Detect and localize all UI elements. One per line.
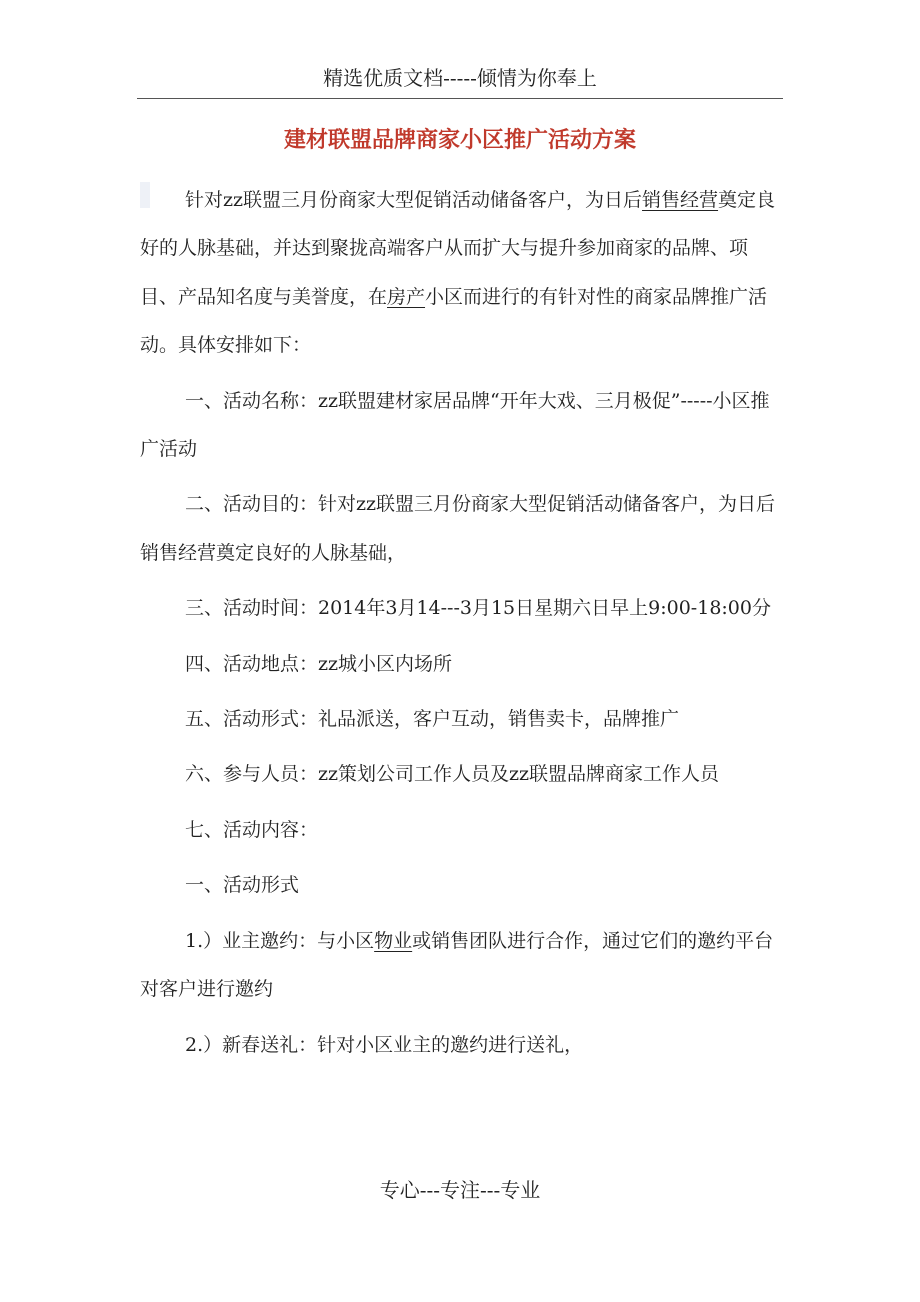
link-property-management[interactable]: 物业 [374, 929, 413, 952]
link-real-estate[interactable]: 房产 [387, 285, 426, 308]
document-body [140, 176, 780, 1069]
item-activity-form: 五、活动形式：礼品派送，客户互动，销售卖卡，品牌推广 [185, 708, 680, 731]
header-divider [137, 98, 783, 99]
item-activity-name: 一、活动名称：zz联盟建材家居品牌“开年大戏、三月极促”-----小区推广活动 [140, 389, 770, 461]
link-sales-operation[interactable]: 销售经营 [642, 189, 719, 211]
item-owner-invitation: 1.）业主邀约：与小区物业或销售团队进行合作，通过它们的邀约平台对客户进行邀约 [140, 929, 774, 1001]
item-activity-content: 七、活动内容： [185, 818, 319, 841]
item-activity-place: 四、活动地点：zz城小区内场所 [185, 652, 453, 675]
item-participants: 六、参与人员：zz策划公司工作人员及zz联盟品牌商家工作人员 [185, 763, 720, 786]
sub-heading-activity-form: 一、活动形式 [185, 874, 300, 897]
intro-paragraph: 针对zz联盟三月份商家大型促销活动储备客户，为日后销售经营奠定良好的人脉基础，并达到聚拢高端客户从而扩大与提升参加商家的品牌、项目、产品知名度与美誉度，在房产小区而进行的有针对性的商家品牌推广活动。具体安排如下： [140, 189, 776, 357]
item-activity-purpose: 二、活动目的：针对zz联盟三月份商家大型促销活动储备客户，为日后销售经营奠定良好的人脉基础， [140, 493, 776, 564]
page-header: 精选优质文档-----倾情为你奉上 [323, 66, 597, 90]
document-title: 建材联盟品牌商家小区推广活动方案 [283, 128, 636, 153]
item-activity-time: 三、活动时间：2014年3月14---3月15日星期六日早上9:00-18:00分 [185, 597, 771, 620]
item-new-year-gift: 2.）新春送礼：针对小区业主的邀约进行送礼， [185, 1033, 584, 1056]
page-footer: 专心---专注---专业 [379, 1178, 541, 1202]
